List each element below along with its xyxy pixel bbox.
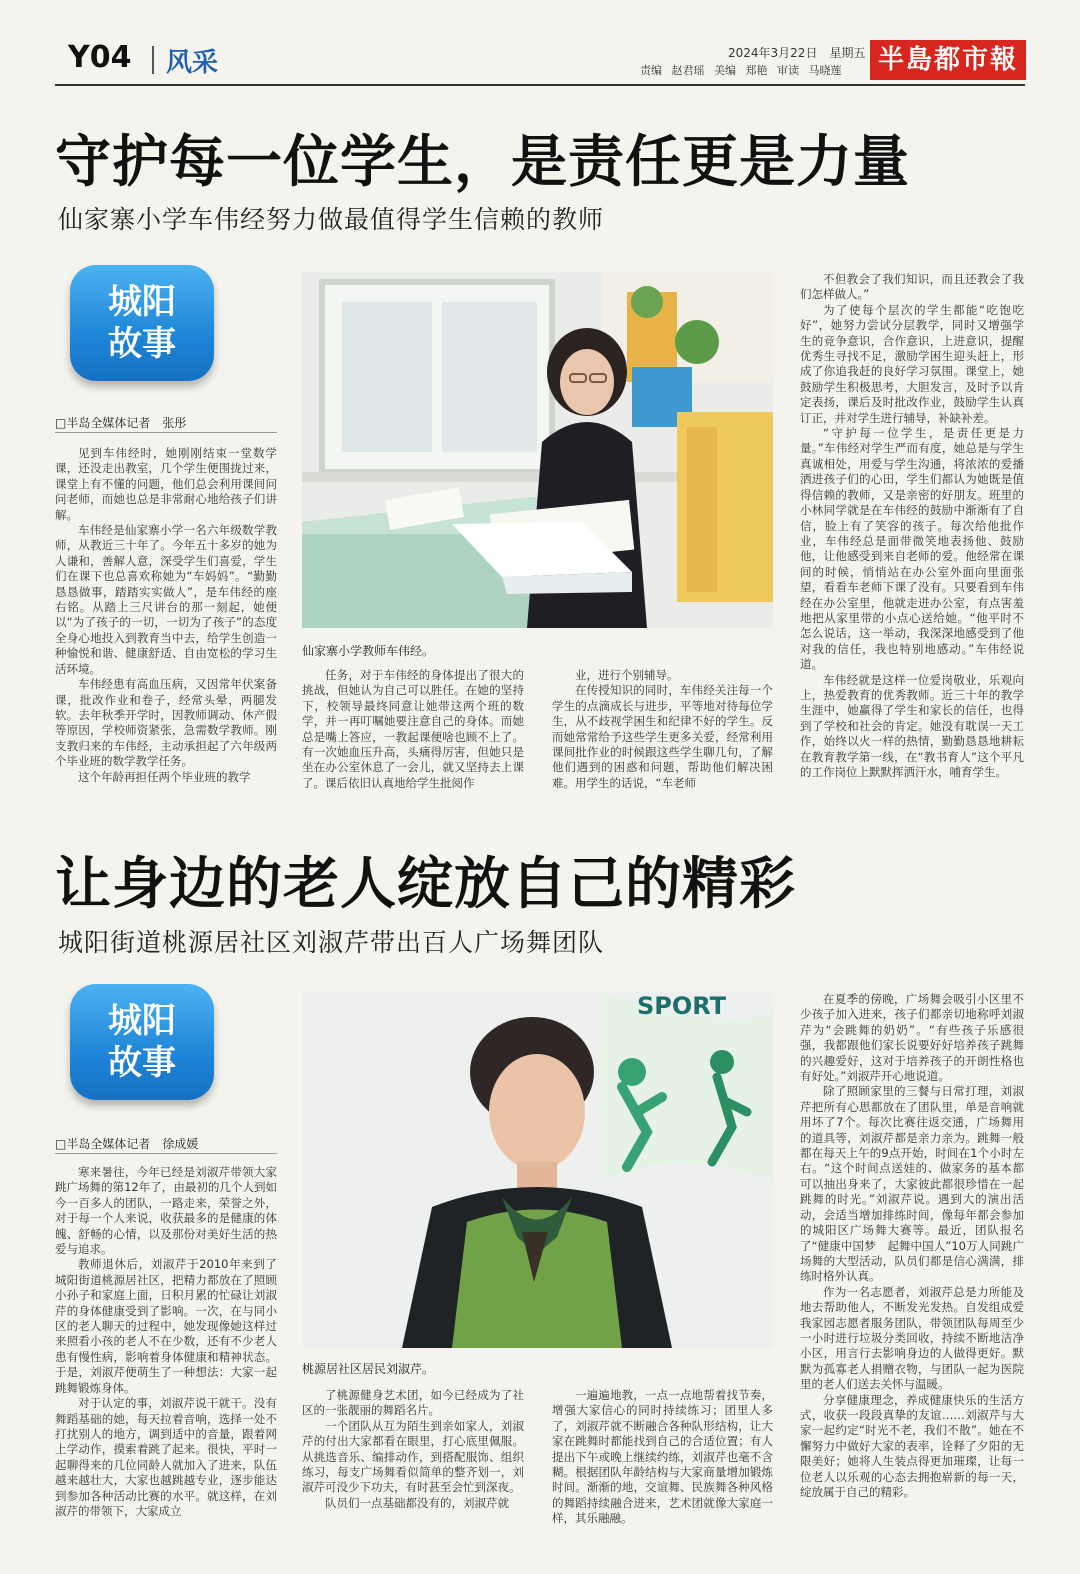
paragraph: 除了照顾家里的三餐与日常打理，刘淑芹把所有心思都放在了团队里，单是音响就用坏了7个。每次比赛往返交通，广场舞用的道具等，刘淑芹都是亲力亲为。跳舞一般都在每天上午的9点开始，时间在1个小时左右。“这个时间点送娃的、做家务的基本都可以抽出身来了，大家彼此都很珍惜在一起跳舞的时光。”刘淑芹说。遇到大的演出活动，会适当增加排练时间，像每年都会参加的城阳区广场舞大赛等。最近，团队报名了“健康中国梦 起舞中国人”10万人同跳广场舞的大型活动，队员们都是信心满满，排练时格外认真。 <box>800 1084 1024 1284</box>
paragraph: 队员们一点基础都没有的，刘淑芹就 <box>325 1495 509 1510</box>
article2-column4 <box>800 992 1024 1538</box>
header-divider <box>152 46 154 74</box>
city-story-badge-2 <box>70 984 214 1100</box>
paragraph: “守护每一位学生，是责任更是力量。”车伟经对学生严而有度，她总是与学生真诚相处，用爱与学生沟通，将浓浓的爱播洒进孩子们的心田，学生们都认为她既是值得信赖的教师，又是亲密的好朋友。班里的小林同学就是在车伟经的鼓励中渐渐有了自信，脸上有了笑容的孩子。每次给他批作业，车伟经总是面带微笑地表扬他、鼓励他，让他感受到来自老师的爱。他经常在课间的时候，悄悄站在办公室外面向里面张望，看看车老师下课了没有。只要看到车伟经在办公室里，他就走进办公室，有点害羞地把从家里带的小点心送给她。“他平时不怎么说话，这一举动，我深深地感受到了他对我的信任，我也特别地感动。”车伟经说道。 <box>800 426 1024 672</box>
article2-column1 <box>55 1165 277 1537</box>
section-name: 风采 <box>166 48 219 78</box>
issue-date: 2024年3月22日 星期五 <box>728 46 866 60</box>
paragraph: 作为一名志愿者，刘淑芹总是力所能及地去帮助他人，不断发光发热。自发组成爱我家园志愿者服务团队，带领团队每周至少一小时进行垃圾分类回收，持续不断地洁净小区，用言行去影响身边的人做得更好。默默为孤寡老人捐赠衣物，与团队一起为医院里的老人们送去关怀与温暖。 <box>800 1284 1024 1392</box>
paragraph: 车伟经患有高血压病，又因常年伏案备课，批改作业和卷子，经常头晕，两腿发软。去年秋季开学时，因教师调动、休产假等原因，学校师资紧张，急需数学教师。刚支教归来的车伟经，主动承担起了六年级两个毕业班的数学教学任务。 <box>55 677 277 769</box>
badge2-line1: 城阳 <box>108 1001 176 1041</box>
paragraph: 教师退休后，刘淑芹于2010年来到了城阳街道桃源居社区，把精力都放在了照顾小孙子和家庭上面，日积月累的忙碌让刘淑芹的身体健康受到了影响。一次，在与同小区的老人聊天的过程中，她发现像她这样过来照看小孩的老人不在少数，还有不少老人患有慢性病，影响着身体健康和精神状态。于是，刘淑芹便萌生了一种想法：大家一起跳舞锻炼身体。 <box>55 1257 277 1395</box>
portrait-photo-illustration <box>302 992 773 1348</box>
badge-line1: 城阳 <box>108 282 176 322</box>
paragraph: 分享健康理念，养成健康快乐的生活方式，收获一段段真挚的友谊……刘淑芹与大家一起约定“时光不老，我们不散”。她在不懈努力中做好大家的表率，诠释了夕阳的无限美好；她将人生装点得更加璀璨，让每一位老人以乐观的心态去拥抱崭新的每一天，绽放属于自己的精彩。 <box>800 1392 1024 1499</box>
classroom-photo-illustration <box>302 272 773 628</box>
badge-line2: 故事 <box>108 324 176 364</box>
article2-subhead: 城阳街道桃源居社区刘淑芹带出百人广场舞团队 <box>58 928 605 957</box>
paragraph: 在夏季的傍晚，广场舞会吸引小区里不少孩子加入进来，孩子们都亲切地称呼刘淑芹为“会跳舞的奶奶”。“有些孩子乐感很强，我都跟他们家长说要好好培养孩子跳舞的兴趣爱好，这对于培养孩子的开朗性格也有好处。”刘淑芹开心地说道。 <box>800 992 1024 1084</box>
editor-credits: 责编 赵君瑶 美编 郑艳 审读 马晓莲 <box>640 64 842 77</box>
paragraph: 业，进行个别辅导。 <box>575 668 679 682</box>
badge2-line2: 故事 <box>108 1043 176 1083</box>
paragraph: 一个团队从互为陌生到亲如家人，刘淑芹的付出大家都看在眼里，打心底里佩服。从挑选音乐、编排动作，到搭配服饰、组织练习，每支广场舞看似简单的整齐划一，刘淑芹可没少下功夫，有时甚至会忙到深夜。 <box>302 1418 524 1495</box>
paragraph: 见到车伟经时，她刚刚结束一堂数学课，还没走出教室，几个学生便围拢过来，课堂上有不懂的问题，他们总会利用课间问问老师，而她也总是非常耐心地给孩子们讲解。 <box>55 446 277 522</box>
article1-column4 <box>800 272 1024 836</box>
article2-photo-caption: 桃源居社区居民刘淑芹。 <box>302 1362 435 1376</box>
article1-photo <box>302 272 773 628</box>
article1-subhead: 仙家寨小学车伟经努力做最值得学生信赖的教师 <box>58 205 605 234</box>
paragraph: 了桃源健身艺术团，如今已经成为了社区的一张靓丽的舞蹈名片。 <box>302 1388 524 1418</box>
paragraph: 车伟经就是这样一位爱岗敬业，乐观向上，热爱教育的优秀教师。近三十年的教学生涯中，她赢得了学生和家长的信任，也得到了学校和社会的肯定。她没有耽误一天工作，始终以火一样的热情，勤勤恳恳地耕耘在教育教学第一线，在“教书育人”这个平凡的工作岗位上默默挥洒汗水，哺育学生。 <box>800 672 1024 779</box>
city-story-badge <box>70 265 214 381</box>
page-number: Y04 <box>68 40 132 75</box>
article1-column3 <box>552 668 773 838</box>
article2-byline: □半岛全媒体记者 徐成媛 <box>55 1137 199 1151</box>
paragraph: 车伟经是仙家寨小学一名六年级数学教师，从教近三十年了。今年五十多岁的她为人谦和，善解人意，深受学生们喜爱，学生们在课下也总喜欢称她为“车妈妈”。“勤勤恳恳做事，踏踏实实做人”，是车伟经的座右铭。从踏上三尺讲台的那一刻起，她便以“为了孩子的一切，一切为了孩子”的态度全身心地投入到教育当中去，给学生创造一种愉悦和谐、健康舒适、自由宽松的学习生活环境。 <box>55 523 277 676</box>
article1-photo-caption: 仙家寨小学教师车伟经。 <box>302 644 435 658</box>
byline-rule-2 <box>55 1153 277 1154</box>
photo-wall-text: SPORT <box>637 992 727 1020</box>
paragraph: 对于认定的事，刘淑芹说干就干。没有舞蹈基础的她，每天拉着音响，选择一处不打扰别人的地方，调到适中的音量，跟着网上学动作，摸索着跳了起来。很快，平时一起聊得来的几位同龄人就加入了进来，队伍越来越壮大，大家也越跳越专业，逐步能达到参加各种活动比赛的水平。就这样，在刘淑芹的带领下，大家成立 <box>55 1396 277 1518</box>
newspaper-logo: 半島都市報 <box>870 40 1026 80</box>
paragraph: 这个年龄再担任两个毕业班的教学 <box>78 769 251 784</box>
article1-headline: 守护每一位学生，是责任更是力量 <box>55 130 910 195</box>
paragraph: 任务，对于车伟经的身体提出了很大的挑战，但她认为自己可以胜任。在她的坚持下，校领导最终同意让她带这两个班的数学，并一再叮嘱她要注意自己的身体。而她总是嘴上答应，一教起课便啥也顾不上了。有一次她血压升高，头痛得厉害，但她只是坐在办公室休息了一会儿，就又坚持去上课了。课后依旧认真地给学生批阅作 <box>302 668 524 790</box>
article2-column2 <box>302 1388 524 1538</box>
paragraph: 一遍遍地教，一点一点地帮着找节奏，增强大家信心的同时持续练习；团里人多了，刘淑芹就不断融合各种队形结构，让大家在跳舞时都能找到自己的合适位置；有人提出下午或晚上继续约练，刘淑芹也毫不含糊。根据团队年龄结构与大家商量增加锻炼时间。渐渐的地，交谊舞、民族舞各种风格的舞蹈持续融合进来，艺术团就像大家庭一样，其乐融融。 <box>552 1388 773 1526</box>
article1-byline: □半岛全媒体记者 张彤 <box>55 416 187 430</box>
article1-column1 <box>55 446 277 836</box>
header-rule <box>55 84 1025 86</box>
article2-headline: 让身边的老人绽放自己的精彩 <box>55 852 796 917</box>
article2-photo <box>302 992 773 1348</box>
paragraph: 不但教会了我们知识，而且还教会了我们怎样做人。” <box>800 272 1024 302</box>
paragraph: 在传授知识的同时，车伟经关注每一个学生的点滴成长与进步，平等地对待每位学生，从不歧视学困生和纪律不好的学生。反而她常常给予这些学生更多关爱，经常利用课间批作业的时候跟这些学生聊几句，了解他们遇到的困惑和问题，帮助他们解决困难。用学生的话说，“车老师 <box>552 683 773 790</box>
paragraph: 寒来暑往，今年已经是刘淑芹带领大家跳广场舞的第12年了，由最初的几个人到如今一百多人的团队，一路走来，荣誉之外，对于每一个人来说，收获最多的是健康的体魄、舒畅的心情，以及那份对美好生活的热爱与追求。 <box>55 1165 277 1257</box>
paragraph: 为了使每个层次的学生都能“吃饱吃好”，她努力尝试分层教学，同时又增强学生的竞争意识，合作意识，上进意识，提醒优秀生寻找不足，激励学困生迎头赶上，形成了你追我赶的良好学习氛围。课堂上，她鼓励学生积极思考，大胆发言，及时予以肯定表扬，课后及时批改作业，鼓励学生认真订正，并对学生进行辅导，补缺补差。 <box>800 302 1024 425</box>
article1-column2 <box>302 668 524 838</box>
article2-column3 <box>552 1388 773 1538</box>
byline-rule <box>55 432 277 433</box>
